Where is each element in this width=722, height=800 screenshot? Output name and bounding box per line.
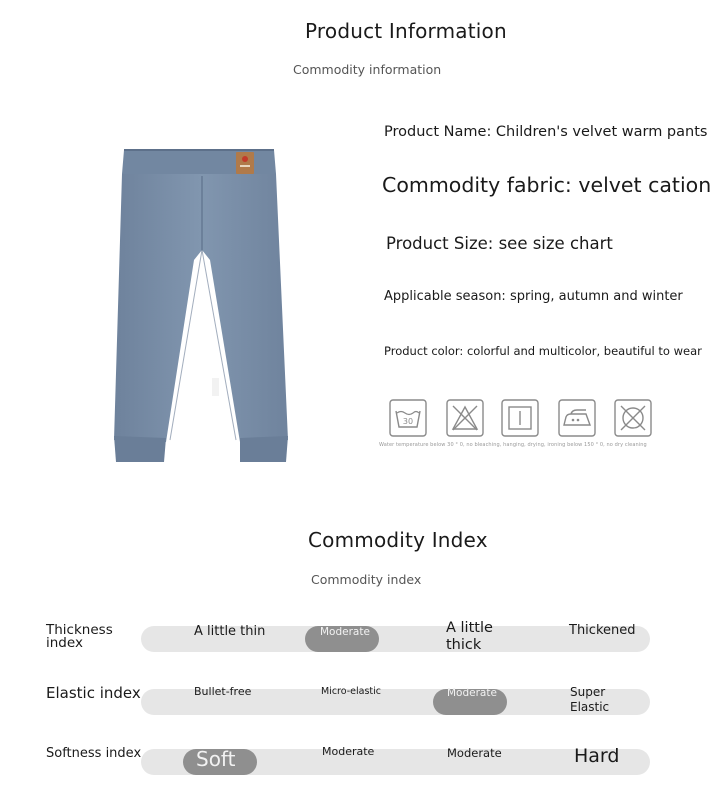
thickness-option-line1: A little (446, 620, 493, 636)
elastic-option-bullet-free[interactable]: Bullet-free (194, 685, 252, 698)
elastic-option-micro-elastic[interactable]: Micro-elastic (321, 686, 382, 697)
product-season-line: Applicable season: spring, autumn and winter (384, 289, 683, 304)
product-fabric-line: Commodity fabric: velvet cation (382, 173, 712, 197)
thickness-index-label (46, 624, 136, 650)
thickness-option-a-little-thin[interactable]: A little thin (194, 624, 266, 639)
product-color-line: Product color: colorful and multicolor, beautiful to wear (384, 344, 702, 358)
iron-low-icon (558, 399, 596, 437)
thickness-option-thickened[interactable]: Thickened (569, 623, 636, 638)
thickness-label-line1: Thickness (46, 622, 113, 638)
thickness-option-line2: thick (446, 637, 482, 653)
no-bleach-icon (446, 399, 484, 437)
product-image-pants (100, 140, 300, 470)
elastic-option-super-elastic[interactable] (570, 685, 609, 715)
softness-option-moderate-2[interactable]: Moderate (447, 746, 502, 760)
page-title: Product Information (305, 19, 507, 43)
softness-option-hard[interactable]: Hard (574, 745, 620, 767)
index-section-subtitle: Commodity index (311, 572, 422, 587)
product-name-line: Product Name: Children's velvet warm pants (384, 124, 708, 140)
softness-option-moderate-1[interactable]: Moderate (322, 745, 375, 758)
elastic-option-moderate[interactable]: Moderate (447, 687, 497, 699)
no-dry-clean-icon (614, 399, 652, 437)
hang-dry-icon (501, 399, 539, 437)
wash-30-icon (389, 399, 427, 437)
wash-temp-text: 30 (402, 417, 414, 426)
care-instructions-note: Water temperature below 30 ° 0, no bleaching, hanging, drying, ironing below 150 ° 0, no dry cleaning (379, 442, 647, 448)
elastic-index-label: Elastic index (46, 684, 141, 702)
thickness-option-moderate[interactable]: Moderate (320, 626, 370, 638)
product-size-line: Product Size: see size chart (386, 234, 613, 253)
thickness-label-line2: index (46, 635, 83, 651)
index-section-title: Commodity Index (308, 528, 488, 552)
softness-index-label: Softness index (46, 746, 142, 761)
page-subtitle: Commodity information (293, 62, 442, 77)
elastic-option-line2: Elastic (570, 700, 610, 714)
elastic-option-line1: Super (570, 685, 606, 699)
softness-option-soft[interactable]: Soft (196, 747, 236, 771)
thickness-option-a-little-thick[interactable] (446, 620, 493, 654)
